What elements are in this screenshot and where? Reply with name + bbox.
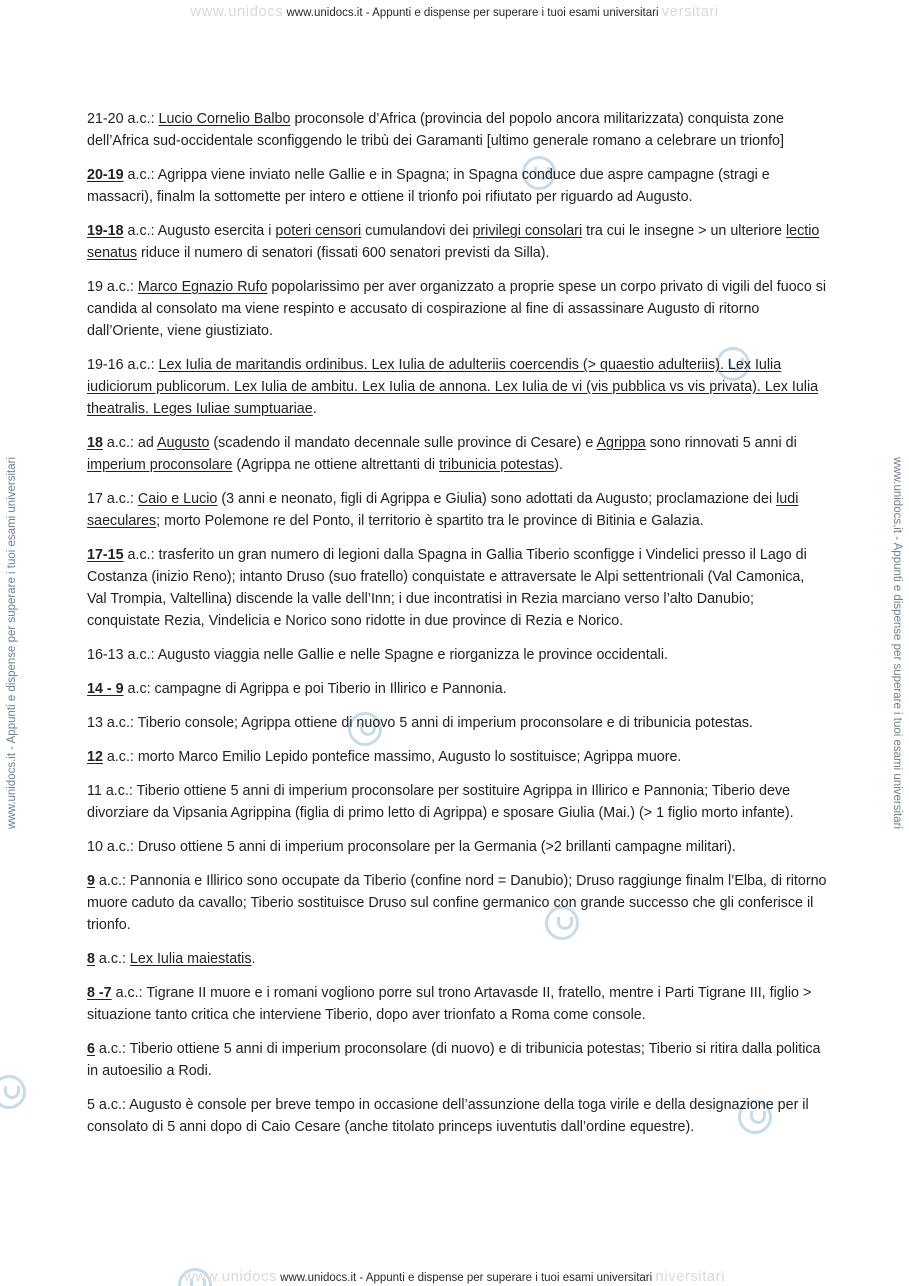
underlined-term: Lex Iulia de maritandis ordinibus. Lex Iulia de adulteriis coercendis (> quaestio adulteriis). Lex Iulia iudiciorum publicorum. Lex Iulia de ambitu. Lex Iulia de annona. Lex Iulia de vi (vis pubblica vs vis privata). Lex Iulia theatralis. Leges Iuliae sumptuariae (87, 357, 819, 417)
underlined-term: ludi saeculares (87, 491, 799, 529)
underlined-term: 12 (87, 749, 103, 765)
document-body (87, 108, 827, 1150)
underlined-term: 20-19 (87, 167, 124, 183)
entry-text: a.c.: ad (102, 435, 157, 451)
timeline-entry (87, 644, 827, 666)
timeline-entry (87, 870, 827, 936)
entry-text: cumulandovi dei (361, 223, 473, 239)
header-text: www.unidocs.it - Appunti e dispense per superare i tuoi esami universitari (286, 7, 659, 19)
underlined-term: lectio senatus (87, 223, 820, 261)
entry-text: a.c.: morto Marco Emilio Lepido pontefice massimo, Augusto lo sostituisce; Agrippa muore. (102, 749, 682, 765)
timeline-entry (87, 354, 827, 420)
underlined-term: Lex Iulia maiestatis (129, 951, 252, 967)
entry-text: a.c.: Agrippa viene inviato nelle Gallie e in Spagna; in Spagna conduce due aspre campagne (stragi e massacri), finalm la sottomette per intero e ottiene il trionfo poi rifiutato per riguardo ad Augusto. (87, 167, 770, 205)
entry-text: 13 a.c.: Tiberio console; Agrippa ottiene di nuovo 5 anni di imperium proconsolare e di tribunicia potestas. (87, 715, 753, 731)
underlined-term: 8 (87, 951, 95, 967)
left-side-watermark-text: www.unidocs.it - Appunti e dispense per superare i tuoi esami universitari (6, 456, 18, 830)
footer-ghost-right: niversitari (655, 1268, 726, 1285)
timeline-entry (87, 712, 827, 734)
entry-text: (Agrippa ne ottiene altrettanti di (232, 457, 440, 473)
footer-ghost-left: www.unidocs (183, 1268, 277, 1285)
timeline-entry (87, 982, 827, 1026)
entry-text: ). (554, 457, 564, 473)
entry-text: 10 a.c.: Druso ottiene 5 anni di imperium proconsolare per la Germania (>2 brillanti campagne militari). (87, 839, 736, 855)
timeline-entry (87, 836, 827, 858)
timeline-entry (87, 780, 827, 824)
entry-text: a.c.: Pannonia e Illirico sono occupate da Tiberio (confine nord = Danubio); Druso raggiunge finalm l’Elba, di ritorno muore caduto da cavallo; Tiberio sostituisce Druso sul confine germanico con grande successo che gli conferisce il trionfo. (87, 873, 827, 933)
timeline-entry (87, 108, 827, 152)
entry-text: a.c: campagne di Agrippa e poi Tiberio in Illirico e Pannonia. (123, 681, 507, 697)
underlined-term: Lucio Cornelio Balbo (158, 111, 291, 127)
underlined-term: privilegi consolari (472, 223, 583, 239)
entry-text: a.c.: Tiberio ottiene 5 anni di imperium proconsolare (di nuovo) e di tribunicia potestas; Tiberio si ritira dalla politica in autoesilio a Rodi. (87, 1041, 821, 1079)
right-side-watermark-text: www.unidocs.it - Appunti e dispense per superare i tuoi esami universitari (891, 456, 903, 830)
timeline-entry (87, 678, 827, 700)
underlined-term: 8 -7 (87, 985, 112, 1001)
underlined-term: Marco Egnazio Rufo (137, 279, 268, 295)
underlined-term: imperium proconsolare (87, 457, 233, 473)
underlined-term: 6 (87, 1041, 95, 1057)
timeline-entry (87, 164, 827, 208)
underlined-term: tribunicia potestas (439, 457, 555, 473)
timeline-entry (87, 1094, 827, 1138)
entry-text: sono rinnovati 5 anni di (645, 435, 797, 451)
header-watermark (0, 3, 909, 20)
entry-text: tra cui le insegne > un ulteriore (582, 223, 786, 239)
timeline-entry (87, 220, 827, 264)
entry-text: . (251, 951, 256, 967)
entry-text: (scadendo il mandato decennale sulle province di Cesare) e (209, 435, 597, 451)
entry-text: a.c.: Tigrane II muore e i romani vogliono porre sul trono Artavasde II, fratello, mentre i Parti Tigrane III, figlio > situazione tanto critica che interviene Tiberio, dopo aver trionfato a Roma come console. (87, 985, 812, 1023)
timeline-entry (87, 746, 827, 768)
entry-text: popolarissimo per aver organizzato a proprie spese un corpo privato di vigili del fuoco si candida al consolato ma viene respinto e accusato di cospirazione al fine di assassinare Augusto di ritorno dall’Oriente, viene giustiziato. (87, 279, 827, 339)
entry-text: (3 anni e neonato, figli di Agrippa e Giulia) sono adottati da Augusto; proclamazione dei (217, 491, 777, 507)
entry-text: 5 a.c.: Augusto è console per breve tempo in occasione dell’assunzione della toga virile e della designazione per il consolato di 5 anni dopo di Caio Cesare (anche titolato princeps iuventutis dall’ordine equestre). (87, 1097, 809, 1135)
entry-text: a.c.: (94, 951, 130, 967)
entry-text: . (312, 401, 317, 417)
entry-text: 17 a.c.: (87, 491, 138, 507)
underlined-term: 9 (87, 873, 95, 889)
footer-watermark (0, 1268, 909, 1285)
entry-text: 16-13 a.c.: Augusto viaggia nelle Gallie e nelle Spagne e riorganizza le province occidentali. (87, 647, 668, 663)
header-ghost-right: versitari (661, 3, 719, 20)
underlined-term: 14 - 9 (87, 681, 124, 697)
entry-text: riduce il numero di senatori (fissati 600 senatori previsti da Silla). (137, 245, 550, 261)
underlined-term: Agrippa (596, 435, 646, 451)
underlined-term: 17-15 (87, 547, 124, 563)
timeline-entry (87, 1038, 827, 1082)
underlined-term: poteri censori (275, 223, 362, 239)
timeline-entry (87, 948, 827, 970)
entry-text: a.c.: Augusto esercita i (123, 223, 276, 239)
footer-text: www.unidocs.it - Appunti e dispense per superare i tuoi esami universitari (280, 1272, 653, 1284)
underlined-term: 19-18 (87, 223, 124, 239)
entry-text: ; morto Polemone re del Ponto, il territorio è spartito tra le province di Bitinia e Galazia. (156, 513, 704, 529)
timeline-entry (87, 544, 827, 632)
timeline-entry (87, 488, 827, 532)
underlined-term: Augusto (156, 435, 210, 451)
timeline-entry (87, 276, 827, 342)
underlined-term: Caio e Lucio (137, 491, 218, 507)
entry-text: 11 a.c.: Tiberio ottiene 5 anni di imperium proconsolare per sostituire Agrippa in Illirico e Pannonia; Tiberio deve divorziare da Vipsania Agrippina (figlia di primo letto di Agrippa) e sposare Giulia (Mai.) (> 1 figlio morto infante). (87, 783, 794, 821)
entry-text: 19-16 a.c.: (87, 357, 159, 373)
entry-text: 19 a.c.: (87, 279, 138, 295)
entry-text: 21-20 a.c.: (87, 111, 159, 127)
entry-text: proconsole d’Africa (provincia del popolo ancora militarizzata) conquista zone dell’Africa sud-occidentale sconfiggendo le tribù dei Garamanti [ultimo generale romano a celebrare un trionfo] (87, 111, 784, 149)
underlined-term: 18 (87, 435, 103, 451)
header-ghost-left: www.unidocs (190, 3, 284, 20)
timeline-entry (87, 432, 827, 476)
entry-text: a.c.: trasferito un gran numero di legioni dalla Spagna in Gallia Tiberio sconfigge i Vindelici presso il Lago di Costanza (inizio Reno); intanto Druso (suo fratello) conquistate e attraversate le Alpi settentrionali (Val Camonica, Val Trompia, Valtellina) discende la valle dell’Inn; i due incontratisi in Rezia marciano verso l’alto Danubio; conquistate Rezia, Vindelicia e Norico sono ridotte in due province di Rezia e Norico. (87, 547, 807, 629)
right-side-watermark (885, 0, 909, 1286)
